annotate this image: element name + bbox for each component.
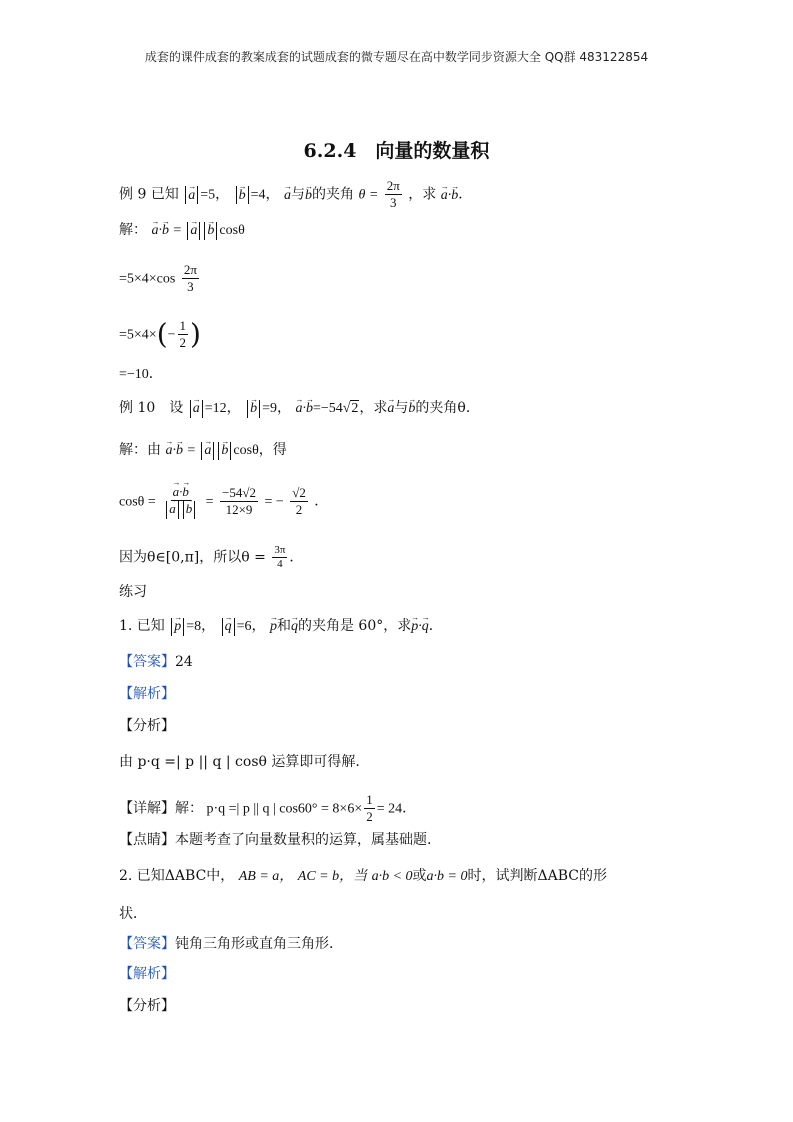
solution-10-because: 因为θ∈[0,π]，所以θ =: [119, 549, 266, 566]
solution-10-line-2: cosθ = → a·→ b → a→ b = $\frac{-54√2}{12\times 9}$ = − $\frac{√2}{2}$ ．: [119, 484, 328, 519]
solution-10-line-3: 因为θ∈[0,π]，所以θ = $\frac{3\pi}{4}$ ．: [119, 544, 304, 570]
question-1-p-eq: =8，: [186, 619, 216, 634]
question-1-fenxi-tag: 【分析】: [119, 718, 175, 734]
example-10: 例 10 设 → a =12， → b =9， → a·→ b=−54√2，求→ a与→ b的夹角θ．: [119, 398, 480, 419]
question-1-answer: [119, 652, 193, 672]
question-2: [119, 866, 607, 887]
example-9: 例 9 已知 → a =5， → b =4， → a与→ b的夹角 θ = $\frac{2\pi}{3}$ ，求 → a·→ b．: [119, 178, 472, 211]
solution-10-cos: cosθ，得: [233, 443, 287, 458]
example-10-label: 例 10 设: [119, 400, 184, 416]
question-1-fenxi-text: 由 p·q =| p || q | cosθ 运算即可得解.: [119, 754, 360, 770]
section-title: 6.2.4 向量的数量积: [303, 140, 490, 162]
detail-tag: 【详解】: [119, 800, 175, 817]
solution-9-step-3: =5×4×: [119, 327, 157, 343]
example-10-b-eq: =9，: [262, 401, 291, 416]
example-9-text-3: 的夹角: [311, 186, 354, 203]
question-2-condition-2: a·b = 0: [426, 869, 468, 884]
example-9-text-4: ，求: [408, 186, 437, 203]
example-9-text-5: ．: [458, 186, 473, 203]
question-1-detail-result: = 24．: [376, 801, 417, 817]
example-10-text-2: 与: [394, 400, 409, 416]
answer-tag: 【答案】: [119, 654, 175, 670]
question-1-answer-value: 24: [175, 654, 193, 670]
solution-9-line-3: =5×4×(− $\frac{1}{2}$ ): [119, 317, 201, 351]
question-2-ac: AC = b，当: [297, 869, 368, 884]
solution-9-cos: cosθ: [219, 223, 245, 238]
solution-10-cos-eq: cosθ =: [119, 494, 156, 510]
solution-10-line-1: 解：由 → a·→ b = → a→ b cosθ，得: [119, 440, 287, 461]
solution-9-line-1: 解： → a·→ b = → a→ b cosθ: [119, 220, 245, 241]
question-1-detail-fraction: $\frac{1}{2}$: [366, 792, 373, 824]
solution-10-label: 解：由: [119, 442, 161, 458]
example-9-fraction: $\frac{2\pi}{3}$: [386, 178, 400, 210]
example-9-theta: θ =: [358, 187, 379, 203]
question-2-line-2: 状．: [119, 906, 147, 922]
question-2-fenxi-tag: 【分析】: [119, 998, 175, 1014]
example-9-text-2: 与: [290, 186, 305, 203]
example-10-text-1: ，求: [359, 400, 388, 416]
solution-10-end: ．: [314, 493, 329, 510]
solution-9-label: 解：: [119, 222, 147, 238]
example-10-text-3: 的夹角θ．: [415, 400, 480, 416]
example-9-label: 例 9: [119, 186, 147, 203]
solution-10-fraction-2: $\frac{-54√2}{12\times 9}$: [222, 485, 256, 517]
practice-heading: 练习: [119, 584, 147, 600]
question-2-answer-value: 钝角三角形或直角三角形．: [175, 936, 343, 952]
question-2-answer: [119, 934, 343, 954]
solution-10-eq-minus: = −: [264, 494, 284, 510]
question-1-text-a: 1. 已知: [119, 618, 165, 634]
question-2-tail: 时，试判断ΔABC的形: [467, 868, 607, 884]
question-1-text-2: 的夹角是 60°，求: [297, 618, 412, 634]
question-1-detail: [119, 792, 416, 825]
question-1-comment-text: 本题考查了向量数量积的运算，属基础题.: [175, 832, 432, 848]
question-1-text-3: ．: [428, 618, 443, 634]
question-1: 1. 已知 → p =8， → q =6， → p和→ q的夹角是 60°，求→ p·→ q．: [119, 616, 443, 637]
solution-9-line-4: [119, 364, 163, 385]
solution-9-step-3-fraction: $\frac{1}{2}$: [179, 318, 187, 350]
solution-9-step-2-fraction: $\frac{2\pi}{3}$: [183, 262, 197, 294]
question-1-detail-text: 解： p·q =| p || q | cos60° = 8×6×: [175, 801, 363, 817]
solution-10-theta-fraction: $\frac{3\pi}{4}$: [274, 544, 286, 570]
example-10-sqrt: 2: [351, 401, 359, 416]
question-1-analysis-tag: 【解析】: [119, 686, 175, 702]
question-2-text-a: 2. 已知ΔABC中，: [119, 868, 235, 884]
solution-9-result: =−10．: [119, 367, 163, 382]
question-2-or: 或: [412, 868, 427, 884]
question-2-analysis-tag: 【解析】: [119, 966, 175, 982]
example-9-text-1: 已知: [150, 186, 179, 203]
question-1-text-1: 和: [276, 618, 291, 634]
example-10-dot-eq: =−54: [312, 401, 343, 416]
question-1-q-eq: =6，: [236, 619, 266, 634]
comment-tag: 【点睛】: [119, 832, 175, 848]
example-9-a-eq: =5，: [200, 187, 230, 203]
solution-10-fraction-3: $\frac{√2}{2}$: [292, 485, 306, 517]
example-9-b-eq: =4，: [250, 187, 280, 203]
question-2-condition-1: a·b < 0: [371, 869, 413, 884]
solution-10-fraction-1: → a·→ b → a→ b: [162, 484, 199, 519]
answer-tag: 【答案】: [119, 936, 175, 952]
example-10-a-eq: =12，: [204, 401, 241, 416]
solution-9-line-2: [119, 262, 201, 295]
page-header: 成套的课件成套的教案成套的试题成套的微专题尽在高中数学同步资源大全 QQ群 483122854: [144, 50, 649, 64]
question-1-comment: [119, 830, 431, 850]
question-2-ab: AB = a，: [238, 869, 294, 884]
solution-9-step-2: =5×4×cos: [119, 271, 176, 287]
